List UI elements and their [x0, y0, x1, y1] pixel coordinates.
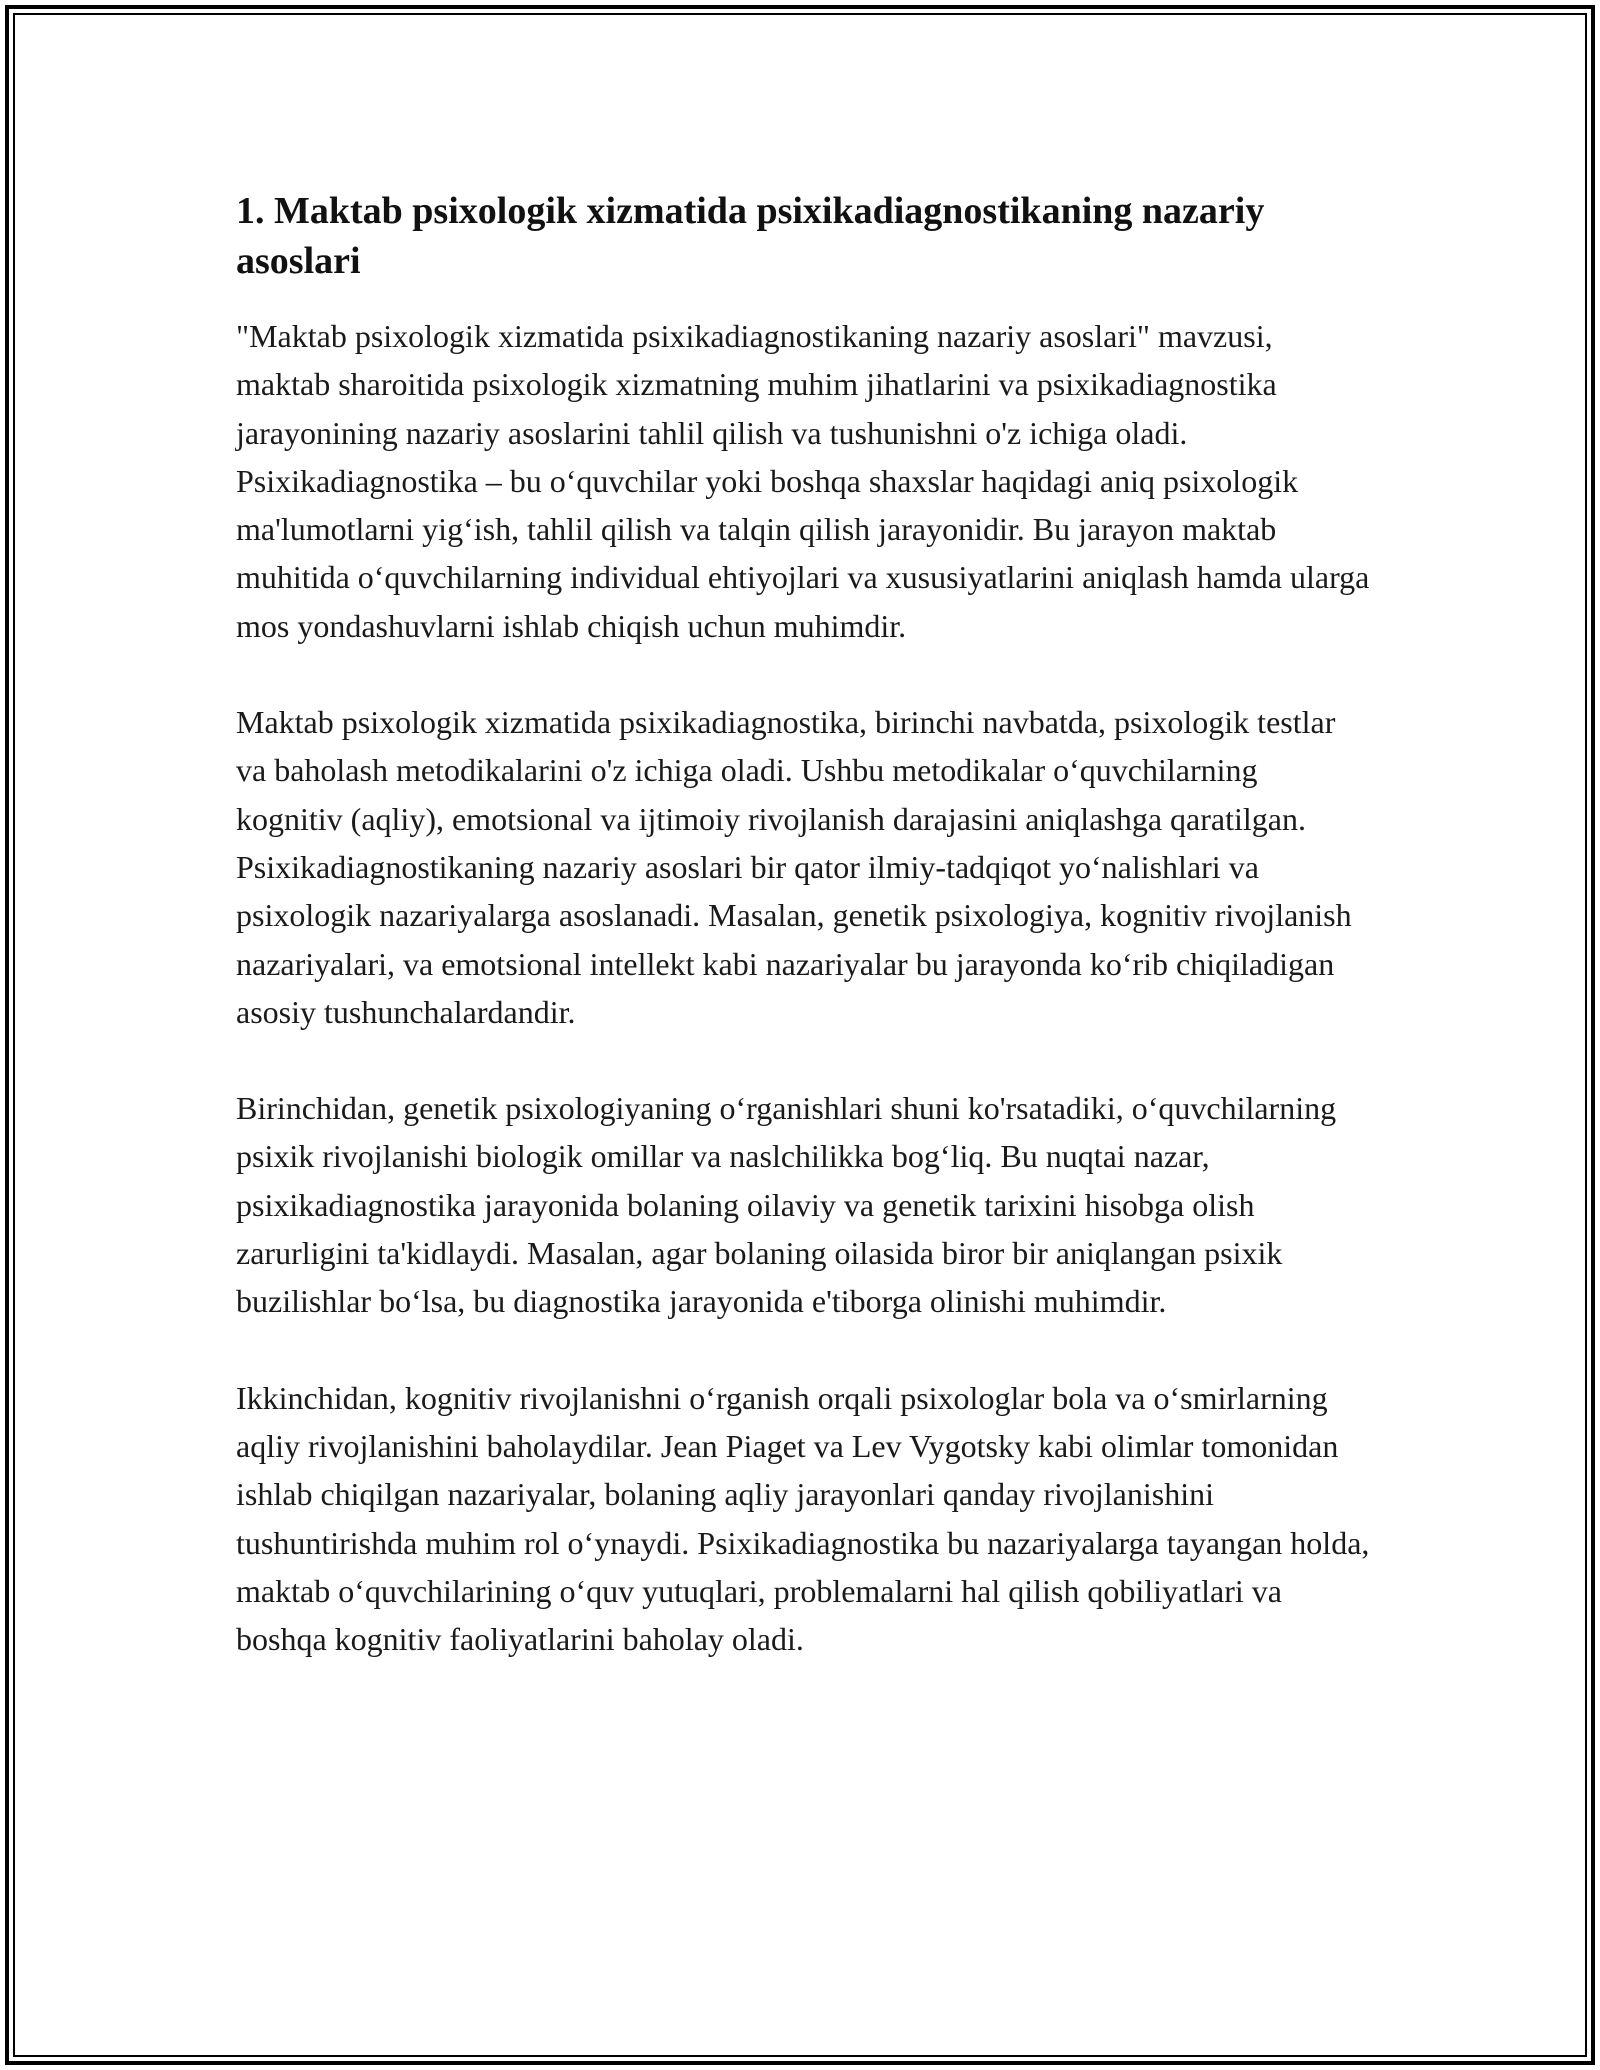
paragraph-genetic-psychology: Birinchidan, genetik psixologiyaning o‘rganishlari shuni ko'rsatadiki, o‘quvchilarning psixik rivojlanishi biologik omillar va naslchilikka bog‘liq. Bu nuqtai nazar, psixikadiagnostika jarayonida bolaning oilaviy va genetik tarixini hisobga olish zarurligini ta'kidlaydi. Masalan, agar bolaning oilasida biror bir aniqlangan psixik buzilishlar bo‘lsa, bu diagnostika jarayonida e'tiborga olinishi muhimdir. — [236, 1090, 1337, 1320]
paragraph-cognitive-development: Ikkinchidan, kognitiv rivojlanishni o‘rganish orqali psixologlar bola va o‘smirlarning aqliy rivojlanishini baholaydilar. Jean Piaget va Lev Vygotsky kabi olimlar tomonidan ishlab chiqilgan nazariyalar, bolaning aqliy jarayonlari qanday rivojlanishini tushuntirishda muhim rol o‘ynaydi. Psixikadiagnostika bu nazariyalarga tayangan holda, maktab o‘quvchilarining o‘quv yutuqlari, problemalarni hal qilish qobiliyatlari va boshqa kognitiv faoliyatlarini baholay oladi. — [236, 1379, 1370, 1658]
paragraph-intro: "Maktab psixologik xizmatida psixikadiagnostikaning nazariy asoslari" mavzusi, maktab sharoitida psixologik xizmatning muhim jihatlarini va psixikadiagnostika jarayonining nazariy asoslarini tahlil qilish va tushunishni o'z ichiga oladi. Psixikadiagnostika – bu o‘quvchilar yoki boshqa shaxslar haqidagi aniq psixologik ma'lumotlarni yig‘ish, tahlil qilish va talqin qilish jarayonidir. Bu jarayon maktab muhitida o‘quvchilarning individual ehtiyojlari va xususiyatlarini aniqlash hamda ularga mos yondashuvlarni ishlab chiqish uchun muhimdir. — [236, 318, 1370, 644]
section-heading: 1. Maktab psixologik xizmatida psixikadiagnostikaning nazariy asoslari — [236, 190, 1265, 282]
document-body — [236, 186, 1372, 1711]
paragraph-methods: Maktab psixologik xizmatida psixikadiagnostika, birinchi navbatda, psixologik testlar va baholash metodikalarini o'z ichiga oladi. Ushbu metodikalar o‘quvchilarning kognitiv (aqliy), emotsional va ijtimoiy rivojlanish darajasini aniqlashga qaratilgan. Psixikadiagnostikaning nazariy asoslari bir qator ilmiy-tadqiqot yo‘nalishlari va psixologik nazariyalarga asoslanadi. Masalan, genetik psixologiya, kognitiv rivojlanish nazariyalari, va emotsional intellekt kabi nazariyalar bu jarayonda ko‘rib chiqiladigan asosiy tushunchalardandir. — [236, 704, 1352, 1030]
